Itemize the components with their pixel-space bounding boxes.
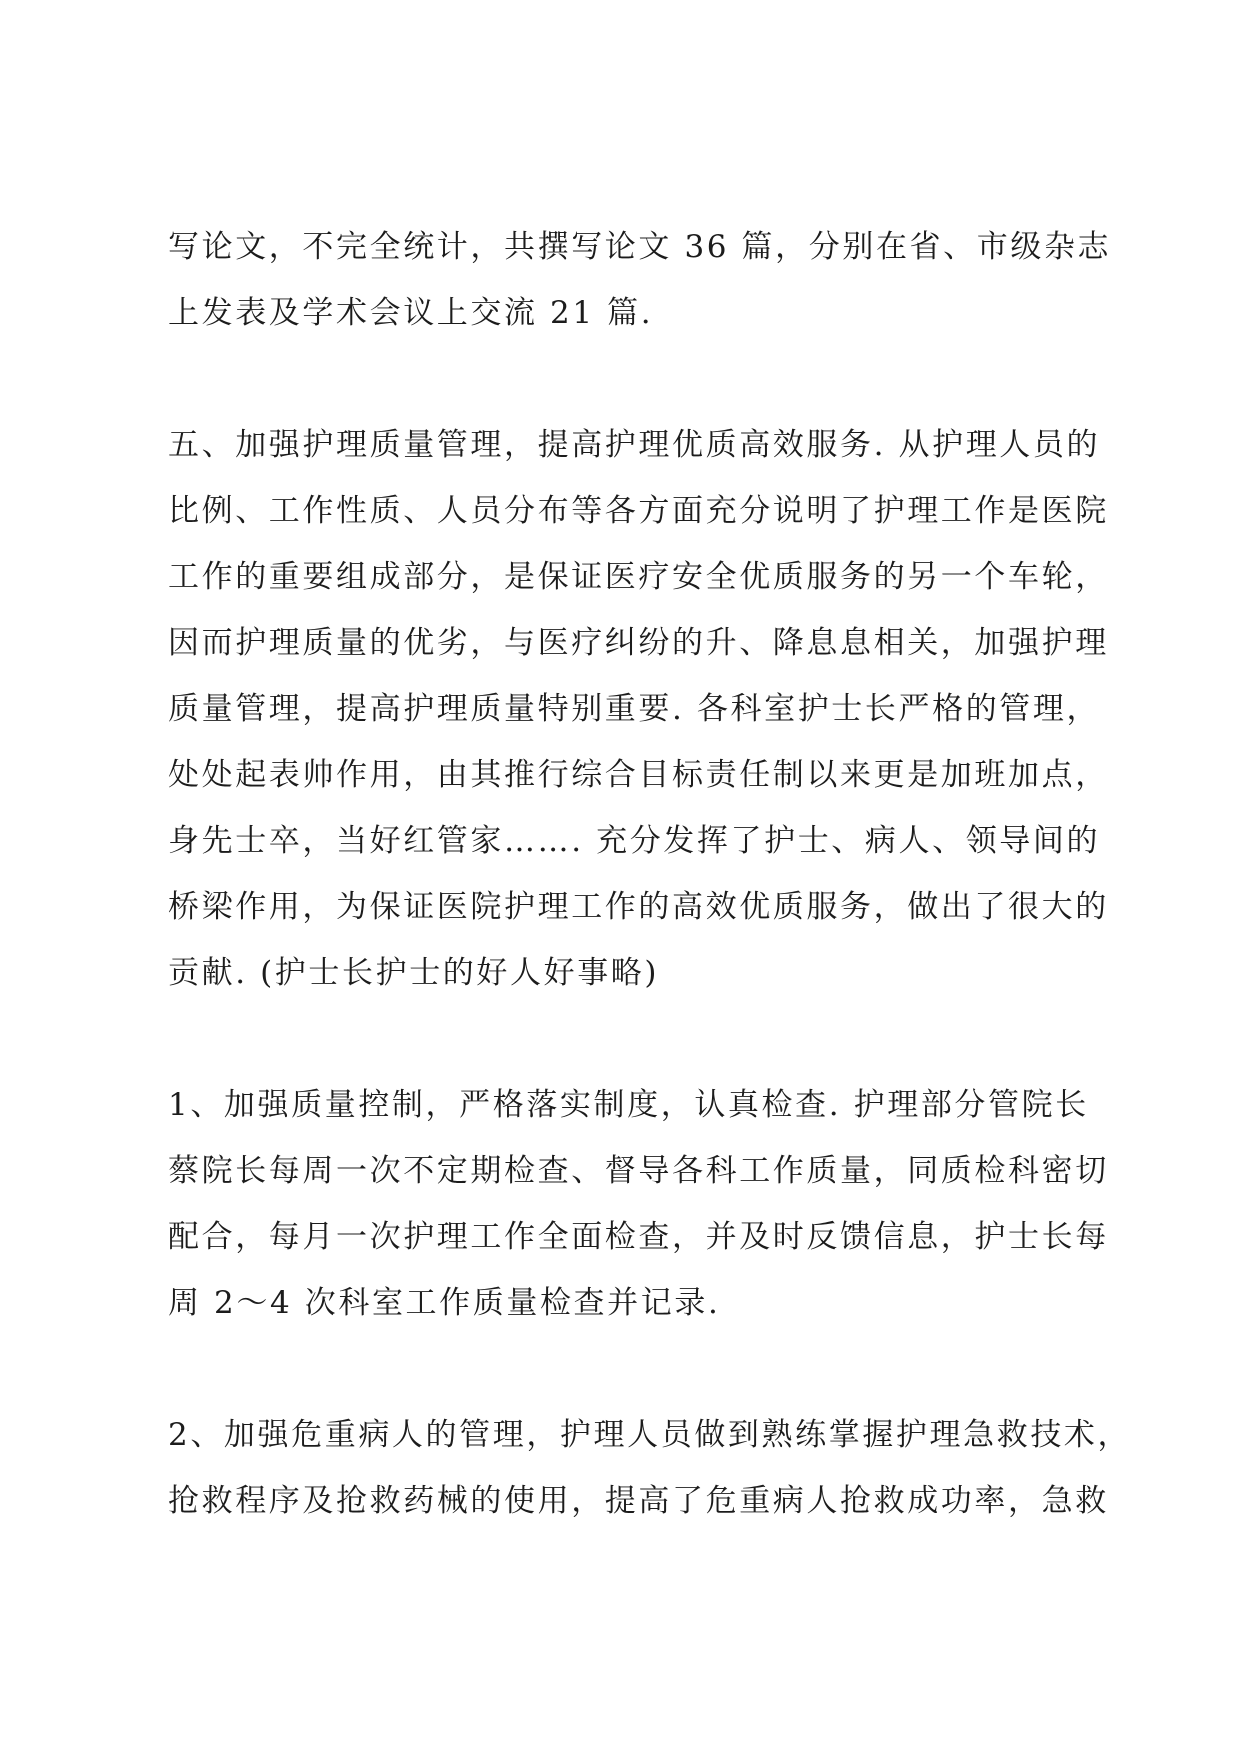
text-line: 抢救程序及抢救药械的使用，提高了危重病人抢救成功率，急救 [168,1483,1109,1519]
paragraph-item-two [168,1402,1132,1534]
text-line: 上发表及学术会议上交流 21 篇. [168,295,654,331]
text-line: 身先士卒，当好红管家……. 充分发挥了护士、病人、领导间的 [168,823,1101,859]
text-line: 因而护理质量的优劣，与医疗纠纷的升、降息息相关，加强护理 [168,625,1109,661]
text-line: 贡献. (护士长护士的好人好事略) [168,955,660,991]
paragraph-section-five [168,412,1109,1006]
text-line: 比例、工作性质、人员分布等各方面充分说明了护理工作是医院 [168,493,1109,529]
text-line: 周 2～4 次科室工作质量检查并记录. [168,1285,721,1321]
text-line: 工作的重要组成部分，是保证医疗安全优质服务的另一个车轮， [168,559,1109,595]
text-line: 五、加强护理质量管理，提高护理优质高效服务. 从护理人员的 [168,427,1101,463]
text-line: 蔡院长每周一次不定期检查、督导各科工作质量，同质检科密切 [168,1153,1109,1189]
text-line: 2、加强危重病人的管理，护理人员做到熟练掌握护理急救技术， [168,1417,1132,1453]
paragraph-item-one [168,1072,1109,1336]
text-line: 处处起表帅作用，由其推行综合目标责任制以来更是加班加点， [168,757,1109,793]
text-line: 写论文，不完全统计，共撰写论文 36 篇，分别在省、市级杂志 [168,229,1112,265]
text-line: 1、加强质量控制，严格落实制度，认真检查. 护理部分管院长 [168,1087,1089,1123]
text-line: 桥梁作用，为保证医院护理工作的高效优质服务，做出了很大的 [168,889,1109,925]
text-line: 质量管理，提高护理质量特别重要. 各科室护士长严格的管理， [168,691,1101,727]
text-line: 配合，每月一次护理工作全面检查，并及时反馈信息，护士长每 [168,1219,1109,1255]
paragraph-papers [168,214,1112,346]
